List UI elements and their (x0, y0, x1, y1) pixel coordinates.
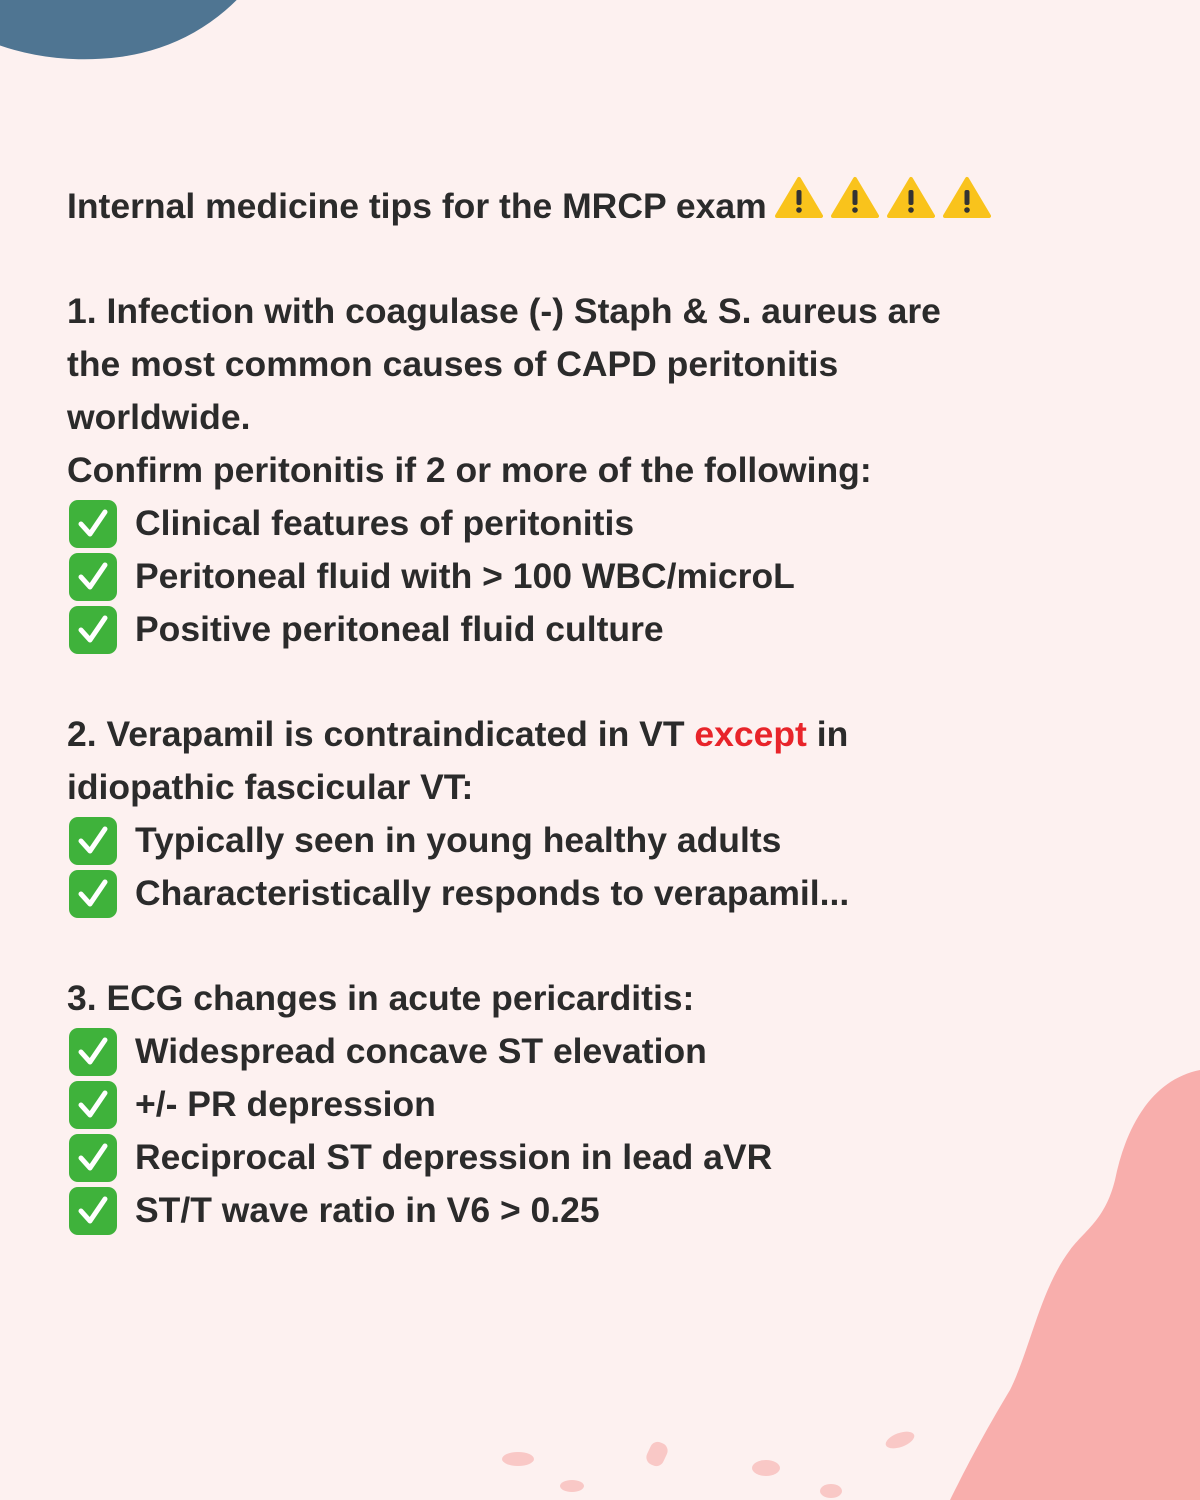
highlight-text: except (694, 714, 807, 754)
item-text: Clinical features of peritonitis (135, 503, 635, 543)
decorative-dot (820, 1484, 842, 1498)
warning-icon (775, 176, 823, 218)
section-heading: the most common causes of CAPD peritonitis (67, 344, 839, 384)
checklist-item (67, 1078, 1177, 1131)
check-mark-icon (69, 817, 117, 865)
decorative-dot (752, 1460, 780, 1476)
checklist-item (67, 550, 1177, 603)
section-heading: 1. Infection with coagulase (-) Staph & S. aureus are (67, 291, 941, 331)
warning-icon (831, 176, 879, 218)
section-ecg-pericarditis (67, 972, 1177, 1237)
check-mark-icon (69, 1028, 117, 1076)
item-text: Characteristically responds to verapamil... (135, 873, 850, 913)
checklist-item (67, 1131, 1177, 1184)
decorative-blue-blob (0, 0, 315, 88)
checklist-item (67, 603, 1177, 656)
check-mark-icon (69, 870, 117, 918)
checklist-item (67, 814, 1177, 867)
checklist-item (67, 1025, 1177, 1078)
item-text: +/- PR depression (135, 1084, 436, 1124)
checklist-item (67, 1184, 1177, 1237)
item-text: Peritoneal fluid with > 100 WBC/microL (135, 556, 795, 596)
decorative-dot (560, 1480, 584, 1492)
item-text: Positive peritoneal fluid culture (135, 609, 664, 649)
item-text: Typically seen in young healthy adults (135, 820, 782, 860)
heading-text: in (806, 714, 849, 754)
section-heading (67, 708, 1177, 761)
check-mark-icon (69, 1134, 117, 1182)
check-mark-icon (69, 1187, 117, 1235)
section-heading: idiopathic fascicular VT: (67, 767, 474, 807)
item-text: Reciprocal ST depression in lead aVR (135, 1137, 773, 1177)
decorative-dot (502, 1452, 534, 1466)
check-mark-icon (69, 1081, 117, 1129)
decorative-dot (644, 1439, 670, 1468)
item-text: Widespread concave ST elevation (135, 1031, 707, 1071)
check-mark-icon (69, 500, 117, 548)
post-content (67, 180, 1177, 1237)
checklist-item (67, 497, 1177, 550)
section-heading: 3. ECG changes in acute pericarditis: (67, 978, 695, 1018)
post-title (67, 180, 1177, 233)
section-verapamil (67, 708, 1177, 920)
section-heading: worldwide. (67, 397, 251, 437)
decorative-dot (884, 1428, 917, 1451)
title-text: Internal medicine tips for the MRCP exam (67, 186, 767, 226)
section-capd-peritonitis (67, 285, 1177, 656)
section-heading: Confirm peritonitis if 2 or more of the following: (67, 450, 872, 490)
check-mark-icon (69, 606, 117, 654)
warning-icon (887, 176, 935, 218)
item-text: ST/T wave ratio in V6 > 0.25 (135, 1190, 600, 1230)
heading-text: 2. Verapamil is contraindicated in VT (67, 714, 695, 754)
checklist-item (67, 867, 1177, 920)
warning-icon (943, 176, 991, 218)
check-mark-icon (69, 553, 117, 601)
